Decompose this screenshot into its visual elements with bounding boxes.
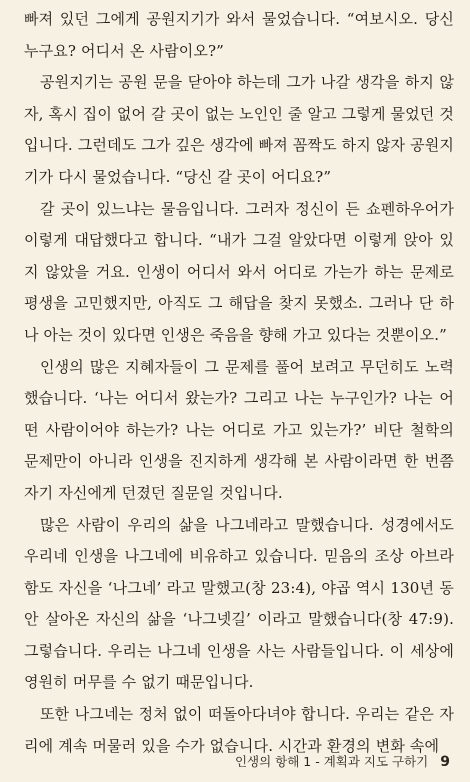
running-title: 인생의 항해 1 - 계획과 지도 구하기 bbox=[234, 754, 429, 769]
paragraph: 갈 곳이 있느냐는 물음입니다. 그러자 정신이 든 쇼펜하우어가 이렇게 대답했다고 합니다. “내가 그걸 알았다면 이렇게 앉아 있지 않았을 거요. 인생이 어디서 와서 어디로 가는가 하는 문제로 평생을 고민했지만, 아직도 그 해답을 찾지 못했소. 그러나 단 하나 아는 것이 있다면 인생은 죽음을 향해 가고 있다는 것뿐이오.” bbox=[24, 199, 454, 344]
paragraph: 많은 사람이 우리의 삶을 나그네라고 말했습니다. 성경에서도 우리네 인생을 나그네에 비유하고 있습니다. 믿음의 조상 아브라함도 자신을 ‘나그네’ 라고 말했고(창 23:4), 야곱 역시 130년 동안 살아온 자신의 삶을 ‘나그넷길’ 이라고 말했습니다(창 47:9). 그렇습니다. 우리는 나그네 인생을 사는 사람들입니다. 이 세상에 영원히 머무를 수 없기 때문입니다. bbox=[24, 515, 454, 692]
paragraph: 인생의 많은 지혜자들이 그 문제를 풀어 보려고 무던히도 노력했습니다. ‘나는 어디서 왔는가? 그리고 나는 누구인가? 나는 어떤 사람이어야 하는가? 나는 어디로 가고 있는가?’ 비단 철학의 문제만이 아니라 인생을 진지하게 생각해 본 사람이라면 한 번쯤 자기 자신에게 던졌던 질문일 것입니다. bbox=[24, 357, 454, 502]
page-footer bbox=[0, 752, 470, 770]
body-text bbox=[24, 4, 454, 762]
paragraph: 공원지기는 공원 문을 닫아야 하는데 그가 나갈 생각을 하지 않자, 혹시 집이 없어 갈 곳이 없는 노인인 줄 알고 그렇게 물었던 것입니다. 그런데도 그가 깊은 생각에 빠져 꼼짝도 하지 않자 공원지기가 다시 물었습니다. “당신 갈 곳이 어디요?” bbox=[24, 73, 454, 186]
paragraph: 빠져 있던 그에게 공원지기가 와서 물었습니다. “여보시오. 당신 누구요? 어디서 온 사람이오?” bbox=[24, 10, 454, 60]
paragraph: 또한 나그네는 정처 없이 떠돌아다녀야 합니다. 우리는 같은 자리에 계속 머물러 있을 수가 없습니다. 시간과 환경의 변화 속에 bbox=[24, 705, 454, 755]
page-number: 9 bbox=[440, 754, 450, 770]
